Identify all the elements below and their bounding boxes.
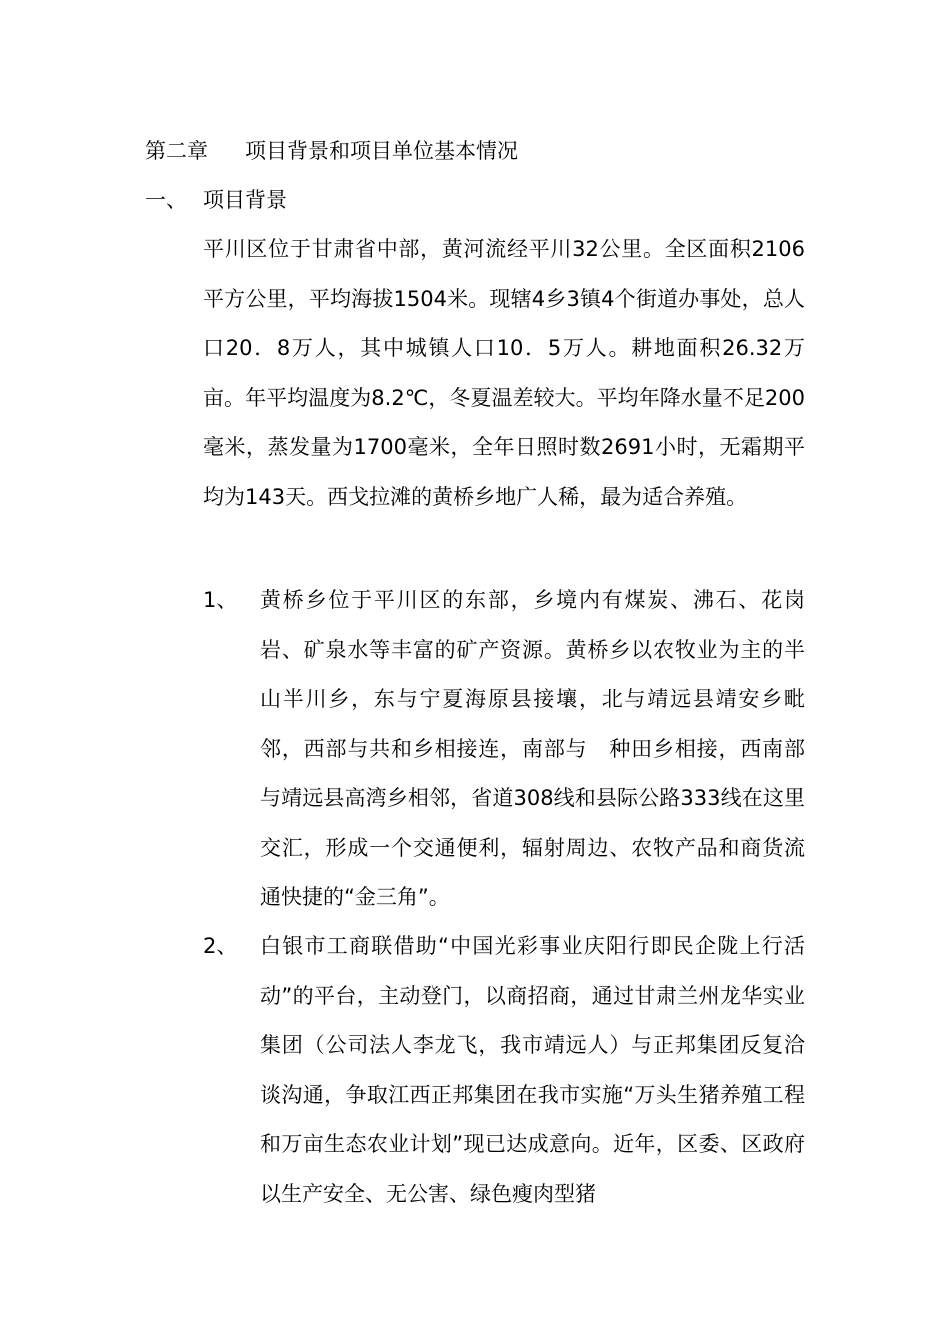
section-number: 一、: [145, 188, 187, 212]
intro-paragraph: 平川区位于甘肃省中部，黄河流经平川32公里。全区面积2106平方公里，平均海拔1504米。现辖4乡3镇4个街道办事处，总人口20．8万人，其中城镇人口10．5万人。耕地面积26.32万亩。年平均温度为8.2℃，冬夏温差较大。平均年降水量不足200毫米，蒸发量为1700毫米，全年日照时数2691小时，无霜期平均为143天。西戈拉滩的黄桥乡地广人稀，最为适合养殖。: [203, 237, 805, 509]
list-item-text: 黄桥乡位于平川区的东部，乡境内有煤炭、沸石、花岗岩、矿泉水等丰富的矿产资源。黄桥乡以农牧业为主的半山半川乡，东与宁夏海原县接壤，北与靖远县靖安乡毗邻，西部与共和乡相接连，南部与 种田乡相接，西南部与靖远县高湾乡相邻，省道308线和县际公路333线在这里交汇，形成一个交通便利，辐射周边、农牧产品和商货流通快捷的“金三角”。: [260, 588, 805, 909]
list-item-number: 2、: [203, 934, 238, 958]
list-item-number: 1、: [203, 588, 238, 612]
chapter-number: 第二章: [145, 139, 208, 163]
list-item-text: 白银市工商联借助“中国光彩事业庆阳行即民企陇上行活动”的平台，主动登门，以商招商，通过甘肃兰州龙华实业集团（公司法人李龙飞，我市靖远人）与正邦集团反复洽谈沟通，争取江西正邦集团在我市实施“万头生猪养殖工程和万亩生态农业计划”现已达成意向。近年，区委、区政府以生产安全、无公害、绿色瘦肉型猪: [260, 934, 805, 1206]
section-title: 项目背景: [203, 188, 287, 212]
chapter-title: 项目背景和项目单位基本情况: [245, 139, 518, 163]
